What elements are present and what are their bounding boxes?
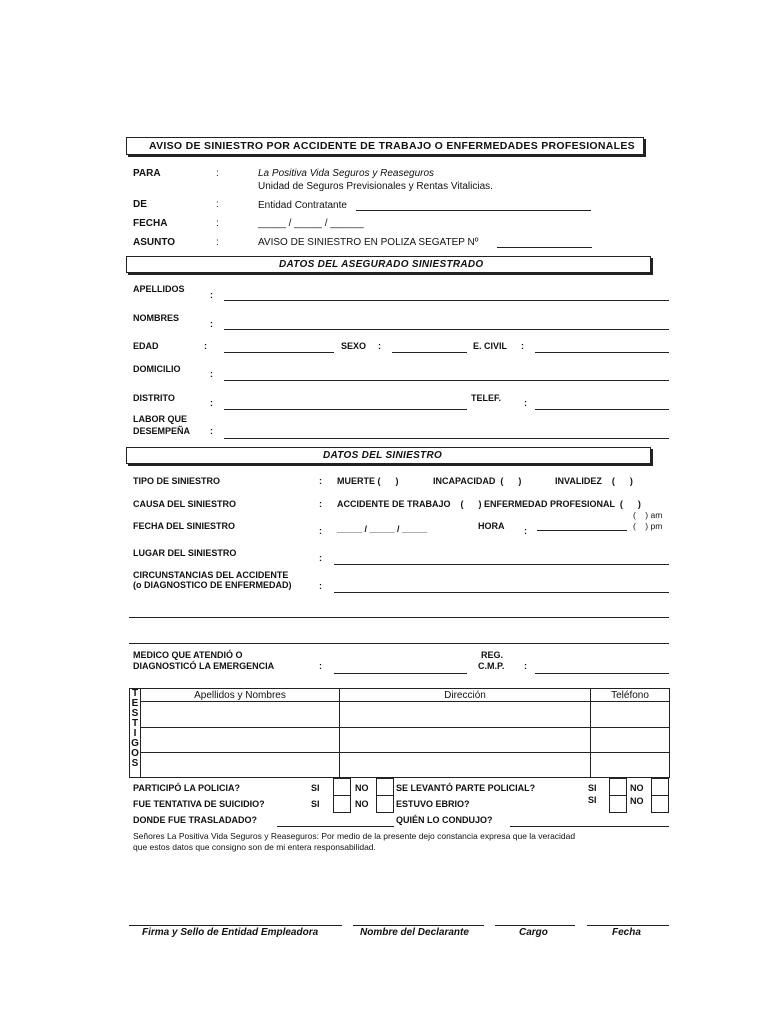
- medico-field[interactable]: [334, 673, 467, 674]
- condujo-label: QUIÉN LO CONDUJO?: [396, 815, 493, 825]
- policia-no-checkbox[interactable]: [376, 778, 394, 796]
- parte-no-checkbox[interactable]: [651, 778, 669, 796]
- fecha-field[interactable]: _____ / _____ / ______: [258, 218, 364, 229]
- fecha-label: FECHA: [133, 218, 168, 229]
- declaration-line-2: que estos datos que consigno son de mi entera responsabilidad.: [133, 842, 376, 852]
- trasladado-label: DONDE FUE TRASLADADO?: [133, 815, 257, 825]
- testigos-vertical-label: T E S T I G O S: [130, 689, 141, 778]
- apellidos-label: APELLIDOS: [133, 284, 185, 294]
- civil-field[interactable]: [535, 352, 669, 353]
- para-sub: Unidad de Seguros Previsionales y Rentas Vitalicias.: [258, 181, 493, 192]
- labor-field[interactable]: [224, 438, 669, 439]
- civil-label: E. CIVIL: [473, 341, 508, 351]
- witness-1-phone[interactable]: [591, 702, 670, 728]
- col-address-header: Dirección: [340, 689, 591, 702]
- condujo-field[interactable]: [510, 826, 669, 827]
- colon: :: [210, 319, 213, 329]
- witness-2-phone[interactable]: [591, 728, 670, 753]
- witness-1-name[interactable]: [141, 702, 340, 728]
- colon: :: [319, 581, 322, 591]
- witness-2-name[interactable]: [141, 728, 340, 753]
- witness-3-name[interactable]: [141, 753, 340, 778]
- asunto-label: ASUNTO: [133, 237, 176, 248]
- col-names-header: Apellidos y Nombres: [141, 689, 340, 702]
- pm-option[interactable]: ( ) pm: [633, 521, 663, 531]
- edad-label: EDAD: [133, 341, 159, 351]
- colon: :: [216, 218, 219, 229]
- apellidos-field[interactable]: [224, 300, 669, 301]
- fecha-siniestro-label: FECHA DEL SINIESTRO: [133, 521, 236, 531]
- para-value: La Positiva Vida Seguros y Reaseguros: [258, 168, 435, 179]
- fecha-caption: Fecha: [612, 927, 641, 938]
- parte-si-checkbox[interactable]: [609, 778, 627, 796]
- domicilio-field[interactable]: [224, 380, 669, 381]
- muerte-option[interactable]: MUERTE ( ): [337, 476, 399, 486]
- section-asegurado-title: DATOS DEL ASEGURADO SINIESTRADO: [279, 259, 484, 270]
- firma-caption: Firma y Sello de Entidad Empleadora: [142, 927, 319, 938]
- declaration-line-1: Señores La Positiva Vida Seguros y Reaseguros: Por medio de la presente dejo constancia expresa que la veracidad: [133, 831, 576, 841]
- colon: :: [216, 168, 219, 179]
- section-asegurado: [126, 256, 651, 273]
- suicidio-si-checkbox[interactable]: [333, 795, 351, 813]
- colon: :: [319, 526, 322, 536]
- colon: :: [524, 526, 527, 536]
- edad-field[interactable]: [224, 352, 334, 353]
- sexo-label: SEXO: [341, 341, 367, 351]
- policia-label: PARTICIPÓ LA POLICIA?: [133, 783, 240, 793]
- no-label: NO: [630, 796, 644, 806]
- cargo-line[interactable]: [495, 925, 575, 926]
- colon: :: [216, 199, 219, 210]
- colon: :: [210, 398, 213, 408]
- distrito-field[interactable]: [224, 409, 467, 410]
- reg-label-2: C.M.P.: [478, 661, 505, 671]
- invalidez-option[interactable]: INVALIDEZ ( ): [555, 476, 633, 486]
- sexo-field[interactable]: [392, 352, 467, 353]
- lugar-field[interactable]: [334, 564, 669, 565]
- nombres-label: NOMBRES: [133, 313, 180, 323]
- si-label: SI: [311, 799, 320, 809]
- fecha-line[interactable]: [587, 925, 669, 926]
- reg-label-1: REG.: [481, 650, 504, 660]
- colon: :: [378, 341, 381, 351]
- para-label: PARA: [133, 168, 161, 179]
- colon: :: [204, 341, 207, 351]
- labor-label-2: DESEMPEÑA: [133, 426, 191, 436]
- tipo-label: TIPO DE SINIESTRO: [133, 476, 221, 486]
- testigos-table: [129, 688, 670, 778]
- trasladado-field[interactable]: [277, 826, 394, 827]
- no-label: NO: [355, 799, 369, 809]
- circ-label-2: (o DIAGNOSTICO DE ENFERMEDAD): [133, 580, 292, 590]
- de-value: Entidad Contratante: [258, 200, 347, 211]
- poliza-field[interactable]: [497, 247, 592, 248]
- circ-label-1: CIRCUNSTANCIAS DEL ACCIDENTE: [133, 570, 289, 580]
- suicidio-no-checkbox[interactable]: [376, 795, 394, 813]
- nombres-field[interactable]: [224, 329, 669, 330]
- colon: :: [524, 398, 527, 408]
- firma-line[interactable]: [129, 925, 342, 926]
- parte-label: SE LEVANTÓ PARTE POLICIAL?: [396, 783, 536, 793]
- witness-3-address[interactable]: [340, 753, 591, 778]
- section-siniestro-title: DATOS DEL SINIESTRO: [323, 450, 443, 461]
- asunto-value: AVISO DE SINIESTRO EN POLIZA SEGATEP Nº: [258, 237, 479, 248]
- section-siniestro: [126, 447, 651, 464]
- circ-field-3[interactable]: [129, 643, 669, 644]
- no-label: NO: [630, 783, 644, 793]
- colon: :: [521, 341, 524, 351]
- de-label: DE: [133, 199, 147, 210]
- si-label: SI: [311, 783, 320, 793]
- colon: :: [210, 369, 213, 379]
- form-title: AVISO DE SINIESTRO POR ACCIDENTE DE TRABAJO O ENFERMEDADES PROFESIONALES: [149, 140, 635, 152]
- si-label: SI: [588, 795, 597, 805]
- incapacidad-option[interactable]: INCAPACIDAD ( ): [433, 476, 522, 486]
- colon: :: [210, 290, 213, 300]
- si-label: SI: [588, 783, 597, 793]
- colon: :: [319, 499, 322, 509]
- fecha-siniestro-field[interactable]: _____ / _____ / _____: [337, 524, 428, 534]
- ebrio-no-checkbox[interactable]: [651, 795, 669, 813]
- lugar-label: LUGAR DEL SINIESTRO: [133, 548, 237, 558]
- witness-1-address[interactable]: [340, 702, 591, 728]
- causa-label: CAUSA DEL SINIESTRO: [133, 499, 237, 509]
- circ-field-2[interactable]: [129, 617, 669, 618]
- nombre-caption: Nombre del Declarante: [360, 927, 469, 938]
- telef-label: TELEF.: [471, 393, 502, 403]
- domicilio-label: DOMICILIO: [133, 364, 181, 374]
- labor-label-1: LABOR QUE: [133, 414, 187, 424]
- colon: :: [319, 476, 322, 486]
- suicidio-label: FUE TENTATIVA DE SUICIDIO?: [133, 799, 265, 809]
- medico-label-1: MEDICO QUE ATENDIÓ O: [133, 650, 243, 660]
- no-label: NO: [355, 783, 369, 793]
- colon: :: [210, 426, 213, 436]
- witness-3-phone[interactable]: [591, 753, 670, 778]
- ebrio-label: ESTUVO EBRIO?: [396, 799, 470, 809]
- causa-options[interactable]: ACCIDENTE DE TRABAJO ( ) ENFERMEDAD PROFESIONAL ( ): [337, 499, 641, 509]
- cargo-caption: Cargo: [519, 927, 548, 938]
- medico-label-2: DIAGNOSTICÓ LA EMERGENCIA: [133, 661, 275, 671]
- hora-field[interactable]: [537, 530, 627, 531]
- ebrio-si-checkbox[interactable]: [609, 795, 627, 813]
- colon: :: [216, 237, 219, 248]
- colon: :: [319, 661, 322, 671]
- policia-si-checkbox[interactable]: [333, 778, 351, 796]
- col-phone-header: Teléfono: [591, 689, 670, 702]
- telef-field[interactable]: [535, 409, 669, 410]
- hora-label: HORA: [478, 521, 505, 531]
- de-field[interactable]: [356, 210, 591, 211]
- am-option[interactable]: ( ) am: [633, 510, 663, 520]
- form-title-box: [126, 137, 644, 155]
- colon: :: [319, 553, 322, 563]
- witness-2-address[interactable]: [340, 728, 591, 753]
- colon: :: [524, 661, 527, 671]
- distrito-label: DISTRITO: [133, 393, 175, 403]
- circ-field-1[interactable]: [334, 592, 669, 593]
- nombre-line[interactable]: [353, 925, 484, 926]
- cmp-field[interactable]: [535, 673, 669, 674]
